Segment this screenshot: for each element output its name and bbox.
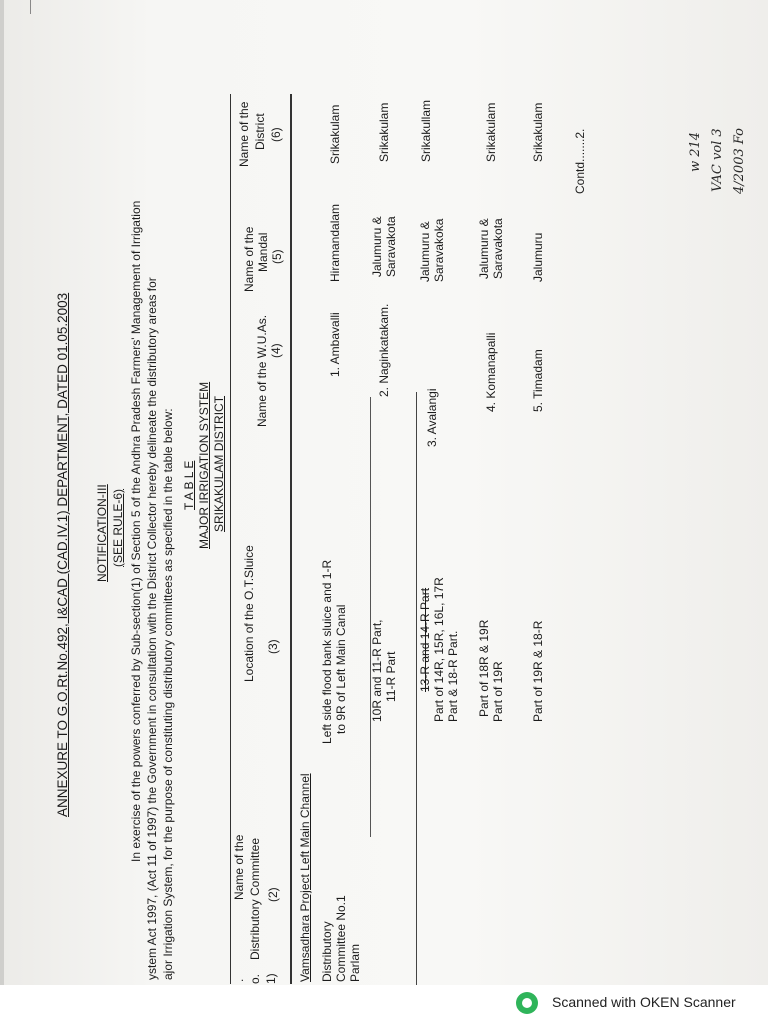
header-col3-b: (3) bbox=[266, 639, 280, 654]
header-col5-b: Mandal bbox=[256, 232, 270, 272]
row1-location-2: to 9R of Left Main Canal bbox=[334, 604, 348, 734]
rule-heading: (SEE RULE-6) bbox=[111, 488, 125, 567]
district-heading: SRIKAKULAM DISTRICT bbox=[212, 395, 226, 532]
row2-location-2: 11-R Part bbox=[384, 651, 398, 702]
document-title: ANNEXURE TO G.O.Rt.No.492, I&CAD (CAD.IV.1) DEPARTMENT, DATED 01.05.2003 bbox=[55, 292, 70, 817]
header-col1-b: o. bbox=[248, 973, 262, 984]
row4-location-1: Part of 18R & 19R bbox=[477, 619, 491, 717]
row2-wua: 2. Naginkatakam. bbox=[377, 303, 391, 397]
row3-separator bbox=[416, 392, 417, 1002]
header-col5-c: (5) bbox=[270, 249, 284, 264]
notification-heading: NOTIFICATION-III bbox=[95, 484, 109, 582]
header-col1-c: 1) bbox=[264, 973, 278, 984]
paragraph-line-3: ajor Irrigation System, for the purpose of constituting distributory committees as specified in the table below: bbox=[161, 408, 175, 980]
row5-wua: 5. Timadam bbox=[531, 349, 545, 412]
header-col6-b: District bbox=[253, 113, 267, 150]
row2-mandal-2: Saravakota bbox=[384, 216, 398, 277]
header-col1: . bbox=[232, 978, 246, 982]
row2-district: Srikakulam bbox=[377, 102, 391, 162]
page-edge bbox=[0, 0, 4, 985]
header-bottom-rule bbox=[290, 94, 292, 984]
row1-wua: 1. Ambavalli bbox=[328, 312, 342, 377]
row4-location-2: Part of 19R bbox=[491, 661, 505, 722]
row5-district: Srikakulam bbox=[531, 102, 545, 162]
rotated-document bbox=[8, 12, 768, 1012]
row3-mandal-2: Saravakoka bbox=[432, 218, 446, 282]
header-col2-c: (2) bbox=[266, 887, 280, 902]
row4-mandal-2: Saravakota bbox=[491, 218, 505, 279]
row1-mandal: Hiramandalam bbox=[328, 203, 342, 282]
row1-location-1: Left side flood bank sluice and 1-R bbox=[320, 559, 334, 744]
row3-mandal-1: Jalumuru & bbox=[418, 221, 432, 282]
continued-note: Contd.......2. bbox=[573, 128, 587, 194]
row3-location-2: Part & 18-R Part. bbox=[446, 630, 460, 722]
handwritten-note-1: w 214 bbox=[688, 131, 703, 172]
header-col3-a: Location of the O.T.Sluice bbox=[242, 545, 256, 682]
header-top-rule bbox=[230, 94, 231, 984]
row2-separator bbox=[370, 397, 371, 837]
header-col2-b: Distributory Committee bbox=[248, 837, 262, 960]
row4-wua: 4. Komanapalli bbox=[484, 332, 498, 412]
header-col4-a: Name of the W.U.As. bbox=[255, 314, 269, 427]
table-heading: T A B L E bbox=[182, 460, 196, 510]
committee-label-2: Committee No.1 bbox=[334, 895, 348, 982]
row3-location-1: Part of 14R, 15R, 16L, 17R bbox=[432, 577, 446, 722]
row5-location: Part of 19R & 18-R bbox=[531, 620, 545, 722]
row3-district: Srikakullam bbox=[419, 99, 433, 162]
header-col2-a: Name of the bbox=[232, 834, 246, 900]
row2-location-1: 10R and 11-R Part, bbox=[370, 619, 384, 722]
header-col4-b: (4) bbox=[269, 343, 283, 358]
row2-mandal-1: Jalumuru & bbox=[370, 216, 384, 277]
header-col5-a: Name of the bbox=[242, 226, 256, 292]
system-heading: MAJOR IRRIGATION SYSTEM bbox=[197, 381, 211, 549]
section-title: Vamsadhara Project Left Main Channel bbox=[298, 773, 312, 982]
row5-mandal: Jalumuru bbox=[531, 232, 545, 282]
oken-logo-icon bbox=[516, 992, 538, 1014]
handwritten-note-3: 4/2003 Fo bbox=[732, 127, 747, 194]
committee-label-1: Distributory bbox=[320, 921, 334, 982]
handwritten-note-2: VAC vol 3 bbox=[710, 128, 725, 192]
row1-district: Srikakulam bbox=[328, 104, 342, 164]
row4-mandal-1: Jalumuru & bbox=[477, 218, 491, 279]
committee-label-3: Parlam bbox=[348, 943, 362, 982]
paragraph-line-1: In exercise of the powers conferred by Sub-section(1) of Section 5 of the Andhra Pradesh Farmers' Management of Irrigation bbox=[129, 200, 143, 862]
header-col6-a: Name of the bbox=[237, 101, 251, 167]
row3-location-struck: 13-R and 14-R Part bbox=[418, 587, 432, 692]
row4-district: Srikakulam bbox=[484, 102, 498, 162]
header-col6-c: (6) bbox=[269, 127, 283, 142]
row3-wua: 3. Avalangi bbox=[425, 388, 439, 447]
scanner-label: Scanned with OKEN Scanner bbox=[552, 994, 736, 1010]
paragraph-line-2: ystem Act 1997, (Act 11 of 1997) the Government in consultation with the District Collector hereby delineate the distributory areas for bbox=[145, 277, 159, 980]
